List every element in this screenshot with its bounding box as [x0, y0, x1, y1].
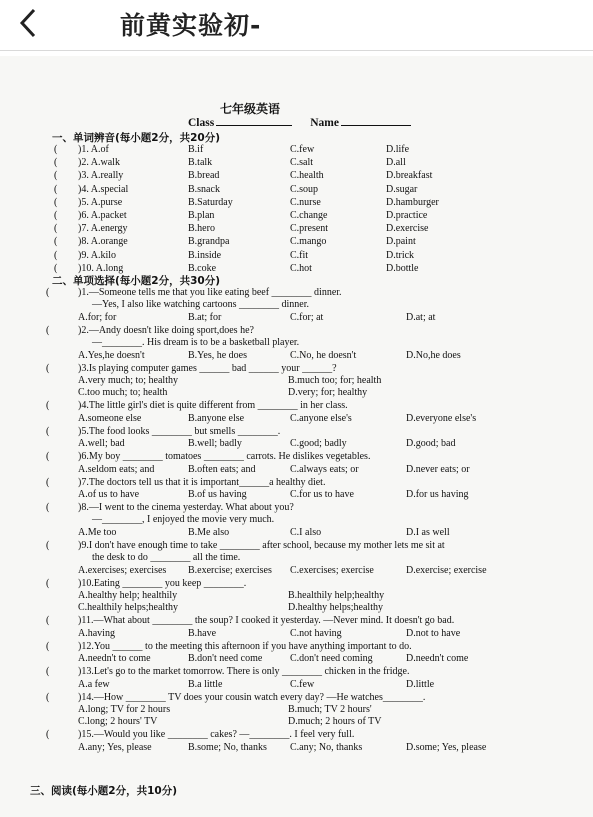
option: D.very; for; healthy — [288, 387, 368, 399]
option: D.good; bad — [406, 438, 456, 450]
question-text: )6.My boy ________ tomatoes ________ carrots. He dislikes vegetables. — [78, 451, 371, 463]
name-label: Name — [310, 117, 339, 129]
phonics-option-a: )2. A.walk — [78, 157, 120, 169]
question-text: )11.—What about ________ the soup? I cooked it yesterday. —Never mind. It doesn't go bad. — [78, 615, 455, 627]
answer-paren: ( — [54, 196, 58, 208]
option: A.seldom eats; and — [78, 463, 155, 475]
answer-paren: ( — [54, 262, 58, 274]
option: A.needn't to come — [78, 653, 151, 665]
question-text: )3.Is playing computer games ______ bad ______ your ______? — [78, 362, 337, 374]
phonics-option-d: D.all — [386, 157, 406, 169]
answer-paren: ( — [54, 157, 58, 169]
option: B.at; for — [188, 311, 222, 323]
option: B.a little — [188, 678, 223, 690]
sheet-title: 七年级英语 — [220, 102, 281, 116]
question-text: )1.—Someone tells me that you like eating beef ________ dinner. — [78, 287, 342, 298]
option: C.always eats; or — [290, 463, 359, 475]
option: B.much; TV 2 hours' — [288, 704, 372, 715]
question-text: )4.The little girl's diet is quite different from ________ in her class. — [78, 400, 348, 412]
question-text: )8.—I went to the cinema yesterday. What about you? — [78, 502, 294, 513]
answer-paren: ( — [54, 144, 58, 155]
option: A.someone else — [78, 412, 142, 424]
option: A.of us to have — [78, 489, 140, 500]
phonics-option-d: D.breakfast — [386, 170, 433, 182]
back-arrow-icon[interactable] — [14, 6, 44, 40]
answer-paren: ( — [54, 236, 58, 248]
answer-paren: ( — [46, 640, 50, 652]
option: C.No, he doesn't — [290, 349, 357, 361]
phonics-option-a: )5. A.purse — [78, 196, 123, 208]
class-name-line — [188, 116, 411, 129]
option: A.a few — [78, 678, 110, 690]
class-blank — [216, 116, 292, 126]
question-text: —Yes, I also like watching cartoons ________ dinner. — [92, 299, 310, 311]
option: B.some; No, thanks — [188, 741, 267, 753]
option: B.healthily help;healthy — [288, 590, 385, 601]
answer-paren: ( — [46, 362, 50, 374]
phonics-option-b: B.inside — [188, 249, 222, 261]
phonics-option-d: D.trick — [386, 249, 415, 261]
phonics-option-b: B.Saturday — [188, 196, 233, 208]
phonics-option-c: C.few — [290, 144, 315, 155]
option: A.healthy help; healthily — [78, 590, 178, 601]
exam-sheet — [0, 56, 593, 817]
option: A.very much; to; healthy — [78, 375, 178, 386]
phonics-option-d: D.paint — [386, 236, 416, 248]
option: A.Yes,he doesn't — [78, 349, 145, 361]
phonics-option-b: B.if — [188, 144, 204, 155]
option: D.No,he does — [406, 349, 461, 361]
phonics-option-a: )8. A.orange — [78, 236, 128, 248]
section-2-heading: 二、单项选择(每小题2分，共30分) — [52, 275, 221, 287]
option: B.Yes, he does — [188, 349, 247, 361]
option: D.healthy helps;healthy — [288, 602, 383, 614]
phonics-option-b: B.plan — [188, 210, 215, 221]
option: A.for; for — [78, 311, 117, 323]
phonics-option-d: D.exercise — [386, 223, 429, 235]
section-1-heading: 一、单词辨音(每小题2分，共20分) — [52, 132, 221, 144]
phonics-option-a: )6. A.packet — [78, 210, 127, 221]
question-text: )12.You ______ to the meeting this afternoon if you have anything important to do. — [78, 640, 412, 652]
answer-paren: ( — [46, 287, 50, 298]
page-title: 前黄实验初- — [120, 11, 262, 40]
option: B.Me also — [188, 526, 230, 538]
question-text: )10.Eating ________ you keep ________. — [78, 577, 247, 589]
option: D.some; Yes, please — [406, 741, 487, 753]
option: C.for us to have — [290, 489, 354, 500]
top-bar — [0, 0, 593, 51]
option: D.I as well — [406, 526, 450, 538]
question-text: the desk to do ________ all the time. — [92, 552, 241, 564]
phonics-option-d: D.practice — [386, 210, 428, 221]
phonics-option-c: C.fit — [290, 249, 309, 261]
answer-paren: ( — [46, 451, 50, 463]
answer-paren: ( — [46, 729, 50, 741]
phonics-option-a: )4. A.special — [78, 183, 129, 195]
phonics-option-a: )1. A.of — [78, 144, 109, 155]
option: B.often eats; and — [188, 463, 256, 475]
answer-paren: ( — [46, 502, 50, 513]
answer-paren: ( — [54, 223, 58, 235]
option: B.exercise; exercises — [188, 564, 272, 576]
option: D.not to have — [406, 627, 461, 639]
option: C.exercises; exercise — [290, 564, 374, 576]
phonics-option-b: B.talk — [188, 157, 213, 169]
option: B.anyone else — [188, 412, 245, 424]
option: D.much; 2 hours of TV — [288, 716, 382, 728]
phonics-option-c: C.present — [290, 223, 329, 235]
option: A.having — [78, 627, 115, 639]
question-text: )9.I don't have enough time to take ________ after school, because my mother lets me sit at — [78, 539, 445, 551]
phonics-option-a: )10. A.long — [78, 262, 124, 274]
option: D.at; at — [406, 311, 436, 323]
option: A.exercises; exercises — [78, 564, 167, 576]
option: C.any; No, thanks — [290, 741, 363, 753]
answer-paren: ( — [46, 691, 50, 703]
option: B.have — [188, 627, 217, 639]
option: C.few — [290, 678, 315, 690]
phonics-option-c: C.change — [290, 210, 328, 221]
question-text: )7.The doctors tell us that it is important______a healthy diet. — [78, 476, 326, 488]
option: C.I also — [290, 526, 322, 538]
option: B.don't need come — [188, 653, 263, 665]
question-text: —________, I enjoyed the movie very much. — [92, 514, 275, 526]
question-text: )2.—Andy doesn't like doing sport,does he? — [78, 324, 254, 336]
question-text: )5.The food looks ________ but smells ________. — [78, 425, 281, 437]
option: D.needn't come — [406, 653, 469, 665]
option: A.any; Yes, please — [78, 741, 152, 753]
phonics-option-a: )7. A.energy — [78, 223, 128, 235]
phonics-option-d: D.bottle — [386, 262, 419, 274]
phonics-option-c: C.mango — [290, 236, 327, 248]
answer-paren: ( — [54, 183, 58, 195]
phonics-option-d: D.sugar — [386, 183, 418, 195]
option: B.well; badly — [188, 438, 242, 450]
answer-paren: ( — [54, 249, 58, 261]
option: C.don't need coming — [290, 653, 373, 665]
phonics-option-c: C.soup — [290, 183, 319, 195]
option: D.everyone else's — [406, 412, 477, 424]
section-3-heading: 三、阅读(每小题2分，共10分) — [30, 785, 178, 797]
option: D.little — [406, 678, 435, 690]
question-text: )15.—Would you like ________ cakes? —________. I feel very full. — [78, 729, 355, 741]
answer-paren: ( — [54, 210, 58, 221]
phonics-option-a: )9. A.kilo — [78, 249, 117, 261]
phonics-option-c: C.health — [290, 170, 324, 182]
option: C.not having — [290, 627, 342, 639]
phonics-option-c: C.salt — [290, 157, 314, 169]
answer-paren: ( — [46, 666, 50, 678]
phonics-option-a: )3. A.really — [78, 170, 124, 182]
option: D.exercise; exercise — [406, 564, 487, 576]
phonics-option-b: B.bread — [188, 170, 220, 182]
phonics-option-c: C.hot — [290, 262, 312, 274]
phonics-option-d: D.life — [386, 144, 410, 155]
phonics-option-d: D.hamburger — [386, 196, 439, 208]
answer-paren: ( — [46, 476, 50, 488]
answer-paren: ( — [46, 324, 50, 336]
answer-paren: ( — [46, 577, 50, 589]
phonics-option-b: B.grandpa — [188, 236, 230, 248]
answer-paren: ( — [54, 170, 58, 182]
class-label: Class — [188, 117, 215, 129]
answer-paren: ( — [46, 425, 50, 437]
option: D.never eats; or — [406, 463, 470, 475]
option: B.of us having — [188, 489, 247, 500]
option: C.anyone else's — [290, 412, 352, 424]
phonics-option-b: B.hero — [188, 223, 215, 235]
name-blank — [341, 116, 411, 126]
phonics-option-c: C.nurse — [290, 196, 321, 208]
option: A.Me too — [78, 526, 117, 538]
option: C.too much; to; health — [78, 387, 168, 399]
question-text: )13.Let's go to the market tomorrow. There is only ________ chicken in the fridge. — [78, 666, 410, 678]
option: C.for; at — [290, 311, 324, 323]
option: C.healthily helps;healthy — [78, 602, 178, 614]
option: C.long; 2 hours' TV — [78, 716, 158, 728]
answer-paren: ( — [46, 539, 50, 551]
answer-paren: ( — [46, 400, 50, 412]
phonics-option-b: B.snack — [188, 183, 220, 195]
phonics-option-b: B.coke — [188, 262, 217, 274]
option: B.much too; for; health — [288, 375, 382, 386]
option: A.well; bad — [78, 438, 125, 450]
question-text: )14.—How ________ TV does your cousin watch every day? —He watches________. — [78, 691, 426, 703]
question-text: —________. His dream is to be a basketball player. — [92, 337, 300, 349]
option: A.long; TV for 2 hours — [78, 704, 171, 715]
option: C.good; badly — [290, 438, 347, 450]
answer-paren: ( — [46, 615, 50, 627]
option: D.for us having — [406, 489, 469, 500]
